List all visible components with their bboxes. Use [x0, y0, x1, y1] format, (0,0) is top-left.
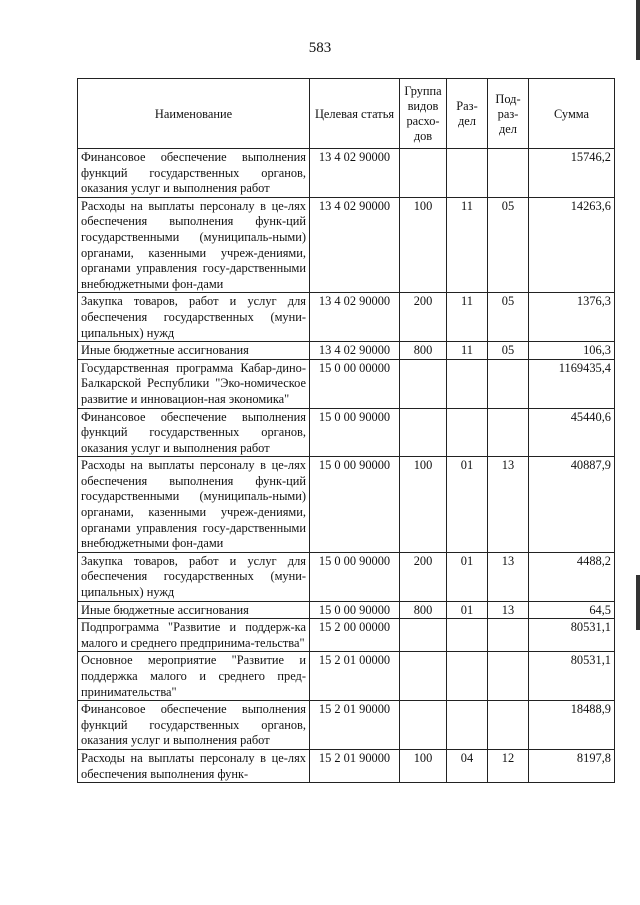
- table-row: [78, 197, 615, 293]
- cell-group: [400, 149, 447, 198]
- cell-subsection: [488, 652, 529, 701]
- cell-name: Расходы на выплаты персоналу в це-лях обеспечения выполнения функ-: [78, 749, 310, 782]
- table-row: [78, 293, 615, 342]
- cell-sum: 106,3: [529, 342, 615, 360]
- cell-target: 15 2 01 90000: [310, 701, 400, 750]
- cell-subsection: 12: [488, 749, 529, 782]
- cell-sum: 64,5: [529, 601, 615, 619]
- table-row: [78, 457, 615, 553]
- header-group: Группа видов расхо-дов: [400, 79, 447, 149]
- header-subsection: Под-раз-дел: [488, 79, 529, 149]
- table-row: [78, 701, 615, 750]
- table-body: [78, 149, 615, 783]
- cell-subsection: [488, 149, 529, 198]
- table-row: [78, 359, 615, 408]
- cell-group: [400, 619, 447, 652]
- cell-subsection: 05: [488, 293, 529, 342]
- table-row: [78, 149, 615, 198]
- header-sum: Сумма: [529, 79, 615, 149]
- scan-edge-mark: [636, 0, 640, 60]
- cell-section: [447, 652, 488, 701]
- cell-section: [447, 619, 488, 652]
- cell-group: 200: [400, 552, 447, 601]
- cell-section: [447, 701, 488, 750]
- cell-target: 15 2 01 90000: [310, 749, 400, 782]
- cell-name: Иные бюджетные ассигнования: [78, 601, 310, 619]
- cell-name: Расходы на выплаты персоналу в це-лях обеспечения выполнения функ-ций государственными (муниципаль-ными) органами, казенными учреж-дениями, органами управления госу-дарственными внебюджетными фон-дами: [78, 197, 310, 293]
- cell-sum: 1169435,4: [529, 359, 615, 408]
- header-row: [78, 79, 615, 149]
- cell-sum: 8197,8: [529, 749, 615, 782]
- cell-subsection: 13: [488, 552, 529, 601]
- cell-group: 100: [400, 457, 447, 553]
- table-row: [78, 601, 615, 619]
- cell-subsection: [488, 408, 529, 457]
- cell-group: [400, 652, 447, 701]
- header-name: Наименование: [78, 79, 310, 149]
- cell-target: 15 0 00 90000: [310, 601, 400, 619]
- cell-target: 15 2 01 00000: [310, 652, 400, 701]
- cell-subsection: 13: [488, 457, 529, 553]
- cell-section: 11: [447, 342, 488, 360]
- table-row: [78, 408, 615, 457]
- cell-section: 04: [447, 749, 488, 782]
- table-row: [78, 342, 615, 360]
- cell-section: 01: [447, 457, 488, 553]
- cell-sum: 80531,1: [529, 619, 615, 652]
- cell-sum: 80531,1: [529, 652, 615, 701]
- cell-name: Расходы на выплаты персоналу в це-лях обеспечения выполнения функ-ций государственными (муниципаль-ными) органами, казенными учреж-дениями, органами управления госу-дарственными внебюджетными фон-дами: [78, 457, 310, 553]
- cell-target: 15 2 00 00000: [310, 619, 400, 652]
- cell-name: Закупка товаров, работ и услуг для обеспечения государственных (муни-ципальных) нужд: [78, 552, 310, 601]
- cell-sum: 4488,2: [529, 552, 615, 601]
- table-row: [78, 652, 615, 701]
- cell-name: Финансовое обеспечение выполнения функций государственных органов, оказания услуг и выполнения работ: [78, 701, 310, 750]
- cell-group: [400, 701, 447, 750]
- cell-target: 13 4 02 90000: [310, 197, 400, 293]
- cell-sum: 14263,6: [529, 197, 615, 293]
- cell-target: 15 0 00 90000: [310, 408, 400, 457]
- cell-section: 11: [447, 293, 488, 342]
- cell-name: Закупка товаров, работ и услуг для обеспечения государственных (муни-ципальных) нужд: [78, 293, 310, 342]
- budget-table: [77, 78, 615, 783]
- cell-target: 15 0 00 90000: [310, 457, 400, 553]
- cell-name: Подпрограмма "Развитие и поддерж-ка малого и среднего предпринима-тельства": [78, 619, 310, 652]
- cell-subsection: 05: [488, 342, 529, 360]
- cell-sum: 45440,6: [529, 408, 615, 457]
- cell-subsection: [488, 701, 529, 750]
- cell-target: 13 4 02 90000: [310, 149, 400, 198]
- cell-name: Основное мероприятие "Развитие и поддержка малого и среднего пред-принимательства": [78, 652, 310, 701]
- cell-group: 200: [400, 293, 447, 342]
- cell-name: Финансовое обеспечение выполнения функций государственных органов, оказания услуг и выполнения работ: [78, 408, 310, 457]
- cell-group: 100: [400, 749, 447, 782]
- table-row: [78, 749, 615, 782]
- cell-group: [400, 359, 447, 408]
- cell-group: 800: [400, 601, 447, 619]
- cell-target: 13 4 02 90000: [310, 293, 400, 342]
- cell-group: 800: [400, 342, 447, 360]
- cell-target: 13 4 02 90000: [310, 342, 400, 360]
- table-row: [78, 619, 615, 652]
- cell-sum: 40887,9: [529, 457, 615, 553]
- cell-sum: 1376,3: [529, 293, 615, 342]
- cell-subsection: 05: [488, 197, 529, 293]
- cell-name: Финансовое обеспечение выполнения функций государственных органов, оказания услуг и выполнения работ: [78, 149, 310, 198]
- cell-target: 15 0 00 90000: [310, 552, 400, 601]
- cell-section: [447, 408, 488, 457]
- cell-section: 11: [447, 197, 488, 293]
- scan-edge-mark: [636, 575, 640, 630]
- cell-sum: 18488,9: [529, 701, 615, 750]
- header-target: Целевая статья: [310, 79, 400, 149]
- cell-section: [447, 149, 488, 198]
- cell-sum: 15746,2: [529, 149, 615, 198]
- cell-name: Иные бюджетные ассигнования: [78, 342, 310, 360]
- cell-subsection: [488, 359, 529, 408]
- cell-section: [447, 359, 488, 408]
- cell-subsection: [488, 619, 529, 652]
- table-row: [78, 552, 615, 601]
- cell-name: Государственная программа Кабар-дино-Балкарской Республики "Эко-номическое развитие и инновацион-ная экономика": [78, 359, 310, 408]
- cell-target: 15 0 00 00000: [310, 359, 400, 408]
- header-section: Раз-дел: [447, 79, 488, 149]
- cell-section: 01: [447, 552, 488, 601]
- cell-section: 01: [447, 601, 488, 619]
- cell-subsection: 13: [488, 601, 529, 619]
- cell-group: 100: [400, 197, 447, 293]
- page-number: 583: [308, 40, 332, 56]
- cell-group: [400, 408, 447, 457]
